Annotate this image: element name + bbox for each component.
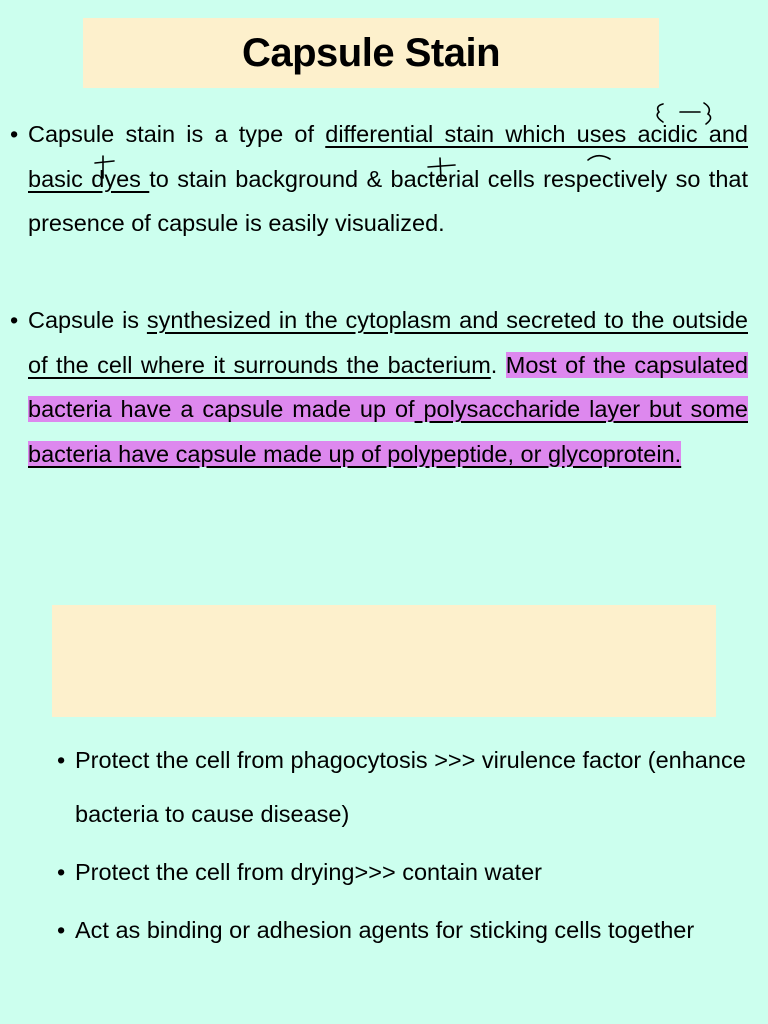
paragraph2-prefix: Capsule is — [28, 307, 147, 333]
paragraph1-underlined: differential stain which uses acidic and basic dyes — [28, 121, 749, 192]
title-box — [83, 18, 659, 88]
bullet: • — [57, 747, 66, 773]
paragraph1-prefix: Capsule stain is a type of — [28, 121, 326, 147]
paragraph2-underlined: synthesized in the cytoplasm and secreted to the outside of the cell where it surrounds the bacterium — [28, 307, 748, 378]
function-text: Protect the cell from drying>>> contain water — [75, 859, 542, 885]
list-item — [57, 845, 747, 899]
list-item — [57, 903, 747, 957]
functions-list — [57, 733, 747, 961]
function-text: Act as binding or adhesion agents for sticking cells together — [75, 917, 695, 943]
paragraph2-highlight-underlined: polysaccharide layer but some bacteria have capsule made up of polypeptide, or glycoprotein. — [28, 396, 748, 467]
bullet: • — [10, 307, 19, 333]
paragraph1-rest: to stain background & bacterial cells respectively so that presence of capsule is easily visualized. — [28, 165, 749, 236]
paragraph2-highlight-plain: Most of the capsulated bacteria have a capsule made up of — [28, 351, 748, 422]
list-item — [57, 733, 747, 841]
paragraph-capsule-stain — [10, 112, 748, 246]
bullet: • — [57, 917, 66, 943]
paragraph2-period: . — [490, 351, 506, 378]
paragraph-capsule-synthesis — [10, 298, 748, 476]
page-title: Capsule Stain — [241, 30, 500, 75]
bullet: • — [57, 859, 66, 885]
bullet: • — [10, 121, 19, 147]
function-text: Protect the cell from phagocytosis >>> virulence factor (enhance bacteria to cause disease) — [75, 747, 746, 827]
functions-heading-box — [52, 605, 716, 717]
